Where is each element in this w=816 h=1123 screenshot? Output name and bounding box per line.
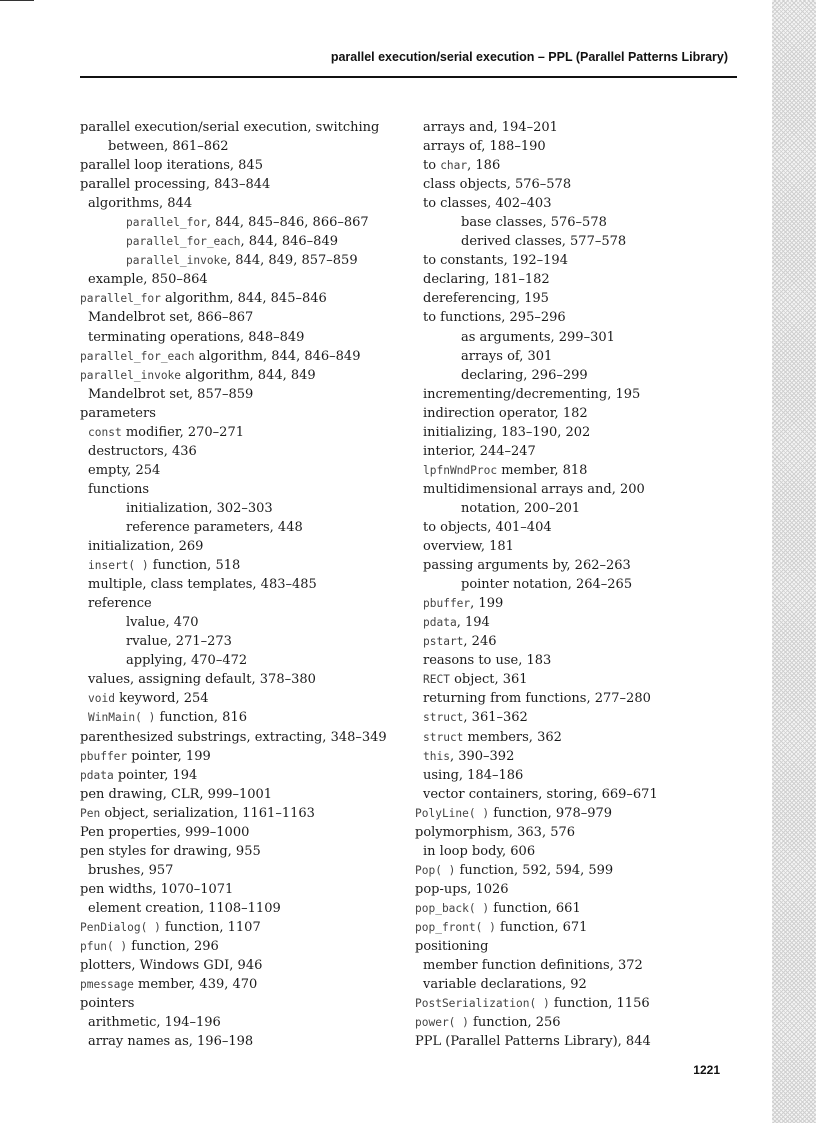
index-entry-text: Pen properties, 999–1000: [80, 824, 250, 840]
index-entry-text: function, 256: [468, 1015, 561, 1031]
index-entry: [80, 975, 410, 994]
index-entry-code-term: PenDialog( ): [80, 920, 161, 934]
index-entry-text: member, 439, 470: [133, 977, 258, 993]
index-entry-text: function, 661: [489, 900, 581, 916]
index-entry-text: destructors, 436: [88, 443, 197, 459]
index-entry-text: in loop body, 606: [423, 843, 536, 859]
index-entry: [415, 308, 755, 327]
index-entry: [415, 937, 755, 956]
index-entry: [415, 289, 755, 308]
index-entry-text: rvalue, 271–273: [126, 634, 232, 650]
index-entry: [415, 975, 755, 994]
index-entry-text: , 361–362: [463, 710, 528, 726]
index-entry: [80, 689, 410, 708]
index-entry: [415, 404, 755, 423]
index-entry-code-term: parallel_invoke: [80, 368, 182, 382]
index-entry-text: base classes, 576–578: [461, 215, 607, 231]
index-entry: [415, 785, 755, 804]
index-entry-text: polymorphism, 363, 576: [415, 824, 576, 840]
index-entry-text: to: [423, 158, 441, 174]
index-entry: [415, 994, 755, 1013]
index-entry: [80, 118, 410, 137]
index-entry-code-term: struct: [423, 711, 464, 725]
index-entry-text: example, 850–864: [88, 272, 208, 288]
index-entry: [80, 404, 410, 423]
index-entry: [80, 994, 410, 1013]
index-entry: [415, 499, 755, 518]
index-entry-text: variable declarations, 92: [423, 977, 587, 993]
index-entry-text: function, 816: [155, 710, 247, 726]
index-entry: [80, 728, 410, 747]
index-entry-code-term: parallel_for_each: [126, 235, 241, 249]
index-entry: [415, 956, 755, 975]
index-entry: [415, 213, 755, 232]
index-entry-code-term: char: [440, 159, 468, 173]
index-entry-text: reasons to use, 183: [423, 653, 552, 669]
index-entry-text: positioning: [415, 939, 489, 955]
index-entry: [80, 708, 410, 727]
index-entry-text: using, 184–186: [423, 767, 524, 783]
index-entry-text: declaring, 296–299: [461, 367, 588, 383]
index-entry: [415, 194, 755, 213]
index-entry: [415, 423, 755, 442]
index-entry: [415, 251, 755, 270]
index-entry-text: pointer notation, 264–265: [461, 577, 633, 593]
index-entry: [415, 461, 755, 480]
index-entry-text: empty, 254: [88, 462, 161, 478]
index-entry: [80, 270, 410, 289]
index-entry-code-term: void: [88, 692, 115, 706]
index-entry: [415, 537, 755, 556]
index-entry-text: to constants, 192–194: [423, 253, 568, 269]
index-entry-text: object, 361: [449, 672, 528, 688]
index-entry: [415, 861, 755, 880]
index-entry: [80, 289, 410, 308]
index-entry: [415, 175, 755, 194]
index-entry: [415, 442, 755, 461]
index-entry-text: reference parameters, 448: [126, 519, 303, 535]
index-entry-text: functions: [88, 481, 150, 497]
index-entry-code-term: pmessage: [80, 978, 134, 992]
index-entry-text: algorithm, 844, 845–846: [160, 291, 327, 307]
index-entry-text: as arguments, 299–301: [461, 329, 615, 345]
index-entry: [80, 823, 410, 842]
index-entry-text: between, 861–862: [108, 139, 229, 155]
index-entry: [80, 918, 410, 937]
index-entry: [80, 632, 410, 651]
index-entry: [415, 804, 755, 823]
index-entry: [80, 1013, 410, 1032]
index-entry: [80, 537, 410, 556]
index-entry-text: arrays and, 194–201: [423, 120, 558, 135]
index-entry-text: pen styles for drawing, 955: [80, 843, 261, 859]
index-entry: [80, 442, 410, 461]
index-entry-text: multiple, class templates, 483–485: [88, 577, 317, 593]
index-entry-text: arrays of, 301: [461, 348, 553, 364]
index-entry: [80, 956, 410, 975]
index-entry: [80, 308, 410, 327]
index-entry: [415, 670, 755, 689]
index-entry-text: function, 296: [127, 939, 219, 955]
index-entry: [415, 556, 755, 575]
index-entry-code-term: power( ): [415, 1016, 469, 1030]
index-entry-code-term: parallel_invoke: [126, 254, 228, 268]
index-entry-code-term: this: [423, 749, 450, 763]
index-entry-text: notation, 200–201: [461, 500, 581, 516]
index-entry-text: algorithm, 844, 846–849: [194, 348, 361, 364]
index-entry-text: element creation, 1108–1109: [88, 900, 281, 916]
index-entry: [80, 651, 410, 670]
index-entry: [80, 766, 410, 785]
index-entry-text: initializing, 183–190, 202: [423, 424, 591, 440]
index-entry: [415, 480, 755, 499]
index-entry-text: keyword, 254: [114, 691, 209, 707]
index-entry-text: class objects, 576–578: [423, 177, 572, 193]
index-entry-text: function, 1156: [549, 996, 650, 1012]
index-entry: [415, 842, 755, 861]
index-entry: [415, 747, 755, 766]
index-entry: [415, 347, 755, 366]
index-entry-code-term: pbuffer: [423, 597, 471, 611]
index-entry-text: , 844, 846–849: [240, 234, 338, 250]
index-entry-text: function, 978–979: [489, 805, 613, 821]
index-entry-text: multidimensional arrays and, 200: [423, 481, 645, 497]
index-entry: [80, 880, 410, 899]
index-entry: [415, 594, 755, 613]
index-column-right: [415, 118, 755, 1051]
index-entry-text: terminating operations, 848–849: [88, 329, 305, 345]
index-entry: [80, 785, 410, 804]
index-entry-code-term: pop_front( ): [415, 920, 496, 934]
index-column-left: [80, 118, 410, 1051]
index-entry: [415, 328, 755, 347]
index-entry: [80, 899, 410, 918]
index-entry-text: vector containers, storing, 669–671: [423, 786, 658, 802]
index-entry-text: Mandelbrot set, 857–859: [88, 386, 254, 402]
index-entry-text: applying, 470–472: [126, 653, 248, 669]
index-entry-code-term: pdata: [423, 616, 457, 630]
index-entry-text: reference: [88, 596, 152, 612]
index-entry-text: pop-ups, 1026: [415, 881, 509, 897]
index-entry: [415, 766, 755, 785]
index-entry: [80, 480, 410, 499]
index-entry-text: indirection operator, 182: [423, 405, 588, 421]
index-entry-code-term: pdata: [80, 768, 114, 782]
index-entry: [80, 213, 410, 232]
index-entry: [415, 880, 755, 899]
index-entry: [415, 156, 755, 175]
index-entry-text: to objects, 401–404: [423, 519, 552, 535]
index-entry-code-term: pbuffer: [80, 749, 128, 763]
index-entry-text: algorithm, 844, 849: [181, 367, 316, 383]
index-entry: [80, 556, 410, 575]
index-entry-code-term: RECT: [423, 673, 450, 687]
index-entry: [80, 670, 410, 689]
index-entry: [80, 232, 410, 251]
index-entry-text: , 246: [463, 634, 497, 650]
index-entry: [415, 1013, 755, 1032]
index-entry: [415, 232, 755, 251]
index-entry-text: Mandelbrot set, 866–867: [88, 310, 254, 326]
index-entry: [80, 137, 410, 156]
index-entry-text: overview, 181: [423, 539, 514, 555]
index-entry-text: passing arguments by, 262–263: [423, 558, 631, 574]
index-entry-text: , 186: [467, 158, 501, 174]
index-entry-text: values, assigning default, 378–380: [88, 672, 316, 688]
index-entry-text: , 844, 845–846, 866–867: [206, 215, 369, 231]
index-entry: [415, 1032, 755, 1051]
index-entry-text: parallel loop iterations, 845: [80, 158, 263, 174]
index-entry: [80, 499, 410, 518]
corner-crop-mark: [0, 0, 34, 1]
index-entry-code-term: pstart: [423, 635, 464, 649]
index-entry-code-term: lpfnWndProc: [423, 463, 498, 477]
page-gutter-texture: [772, 0, 816, 1123]
index-entry: [415, 823, 755, 842]
index-entry: [415, 118, 755, 137]
index-entry-code-term: PolyLine( ): [415, 806, 490, 820]
running-head: parallel execution/serial execution – PPL (Parallel Patterns Library): [330, 50, 728, 64]
index-entry: [415, 270, 755, 289]
index-entry-text: pen drawing, CLR, 999–1001: [80, 786, 273, 802]
index-entry: [80, 328, 410, 347]
index-entry: [415, 689, 755, 708]
index-entry: [80, 175, 410, 194]
index-entry: [415, 613, 755, 632]
index-entry: [80, 194, 410, 213]
header-rule: [80, 76, 737, 78]
index-entry-text: initialization, 269: [88, 539, 204, 555]
index-entry-text: parallel execution/serial execution, switching: [80, 120, 380, 135]
index-entry-text: incrementing/decrementing, 195: [423, 386, 641, 402]
index-entry-code-term: parallel_for: [126, 216, 207, 230]
index-entry: [80, 251, 410, 270]
index-entry: [80, 842, 410, 861]
index-entry-code-term: Pen: [80, 806, 101, 820]
index-entry-text: PPL (Parallel Patterns Library), 844: [415, 1034, 651, 1050]
index-entry-text: algorithms, 844: [88, 196, 193, 212]
index-entry-text: parameters: [80, 405, 156, 421]
index-entry: [80, 156, 410, 175]
index-entry-code-term: parallel_for_each: [80, 349, 195, 363]
index-entry: [80, 575, 410, 594]
index-entry-code-term: insert( ): [88, 559, 149, 573]
index-entry: [80, 804, 410, 823]
index-entry: [415, 918, 755, 937]
index-entry-code-term: const: [88, 425, 122, 439]
index-entry: [415, 518, 755, 537]
index-entry-text: members, 362: [463, 729, 562, 745]
index-entry: [415, 385, 755, 404]
index-entry-text: modifier, 270–271: [121, 424, 244, 440]
index-entry-text: , 194: [456, 615, 490, 631]
index-entry-text: pointers: [80, 996, 135, 1012]
index-entry-text: member, 818: [497, 462, 588, 478]
index-entry-text: function, 518: [148, 558, 241, 574]
index-entry-text: arithmetic, 194–196: [88, 1015, 221, 1031]
index-entry-code-term: struct: [423, 730, 464, 744]
index-entry-text: object, serialization, 1161–1163: [100, 805, 315, 821]
index-entry: [80, 747, 410, 766]
index-entry-text: to classes, 402–403: [423, 196, 552, 212]
index-entry: [415, 651, 755, 670]
index-entry-code-term: parallel_for: [80, 292, 161, 306]
index-entry: [415, 137, 755, 156]
index-entry-text: returning from functions, 277–280: [423, 691, 651, 707]
index-entry: [80, 423, 410, 442]
index-entry-text: brushes, 957: [88, 862, 174, 878]
index-entry: [80, 613, 410, 632]
page-number: 1221: [693, 1063, 720, 1077]
index-entry-text: array names as, 196–198: [88, 1034, 254, 1050]
index-entry: [80, 861, 410, 880]
index-entry: [80, 385, 410, 404]
index-entry-code-term: Pop( ): [415, 863, 456, 877]
index-entry-text: initialization, 302–303: [126, 500, 273, 516]
index-entry-text: to functions, 295–296: [423, 310, 566, 326]
index-entry-text: function, 1107: [160, 919, 261, 935]
index-entry-text: function, 592, 594, 599: [455, 862, 614, 878]
index-entry-text: pointer, 194: [113, 767, 198, 783]
index-entry-text: , 844, 849, 857–859: [227, 253, 358, 269]
index-entry: [80, 1032, 410, 1051]
index-entry: [415, 632, 755, 651]
index-entry-text: function, 671: [495, 919, 588, 935]
index-entry: [415, 708, 755, 727]
index-entry: [80, 518, 410, 537]
index-entry-text: lvalue, 470: [126, 615, 199, 631]
index-entry: [415, 575, 755, 594]
index-entry-text: , 390–392: [449, 748, 515, 764]
index-entry-text: parenthesized substrings, extracting, 348–349: [80, 729, 387, 745]
index-entry-code-term: WinMain( ): [88, 711, 156, 725]
index-entry: [415, 728, 755, 747]
index-entry: [80, 594, 410, 613]
index-entry-code-term: PostSerialization( ): [415, 997, 550, 1011]
index-entry-text: parallel processing, 843–844: [80, 177, 271, 193]
index-entry: [415, 366, 755, 385]
index-entry-text: derived classes, 577–578: [461, 234, 627, 250]
index-entry-text: pointer, 199: [127, 748, 211, 764]
index-entry: [80, 937, 410, 956]
index-entry-code-term: pfun( ): [80, 940, 128, 954]
index-entry-code-term: pop_back( ): [415, 901, 490, 915]
index-entry: [80, 366, 410, 385]
index-entry-text: interior, 244–247: [423, 443, 536, 459]
index-entry: [80, 461, 410, 480]
index-entry-text: , 199: [470, 596, 504, 612]
index-entry-text: plotters, Windows GDI, 946: [80, 958, 263, 974]
index-entry-text: declaring, 181–182: [423, 272, 550, 288]
index-entry: [80, 347, 410, 366]
index-entry-text: member function definitions, 372: [423, 958, 643, 974]
index-entry-text: arrays of, 188–190: [423, 139, 546, 155]
index-entry: [415, 899, 755, 918]
index-entry-text: dereferencing, 195: [423, 291, 549, 307]
index-entry-text: pen widths, 1070–1071: [80, 881, 234, 897]
